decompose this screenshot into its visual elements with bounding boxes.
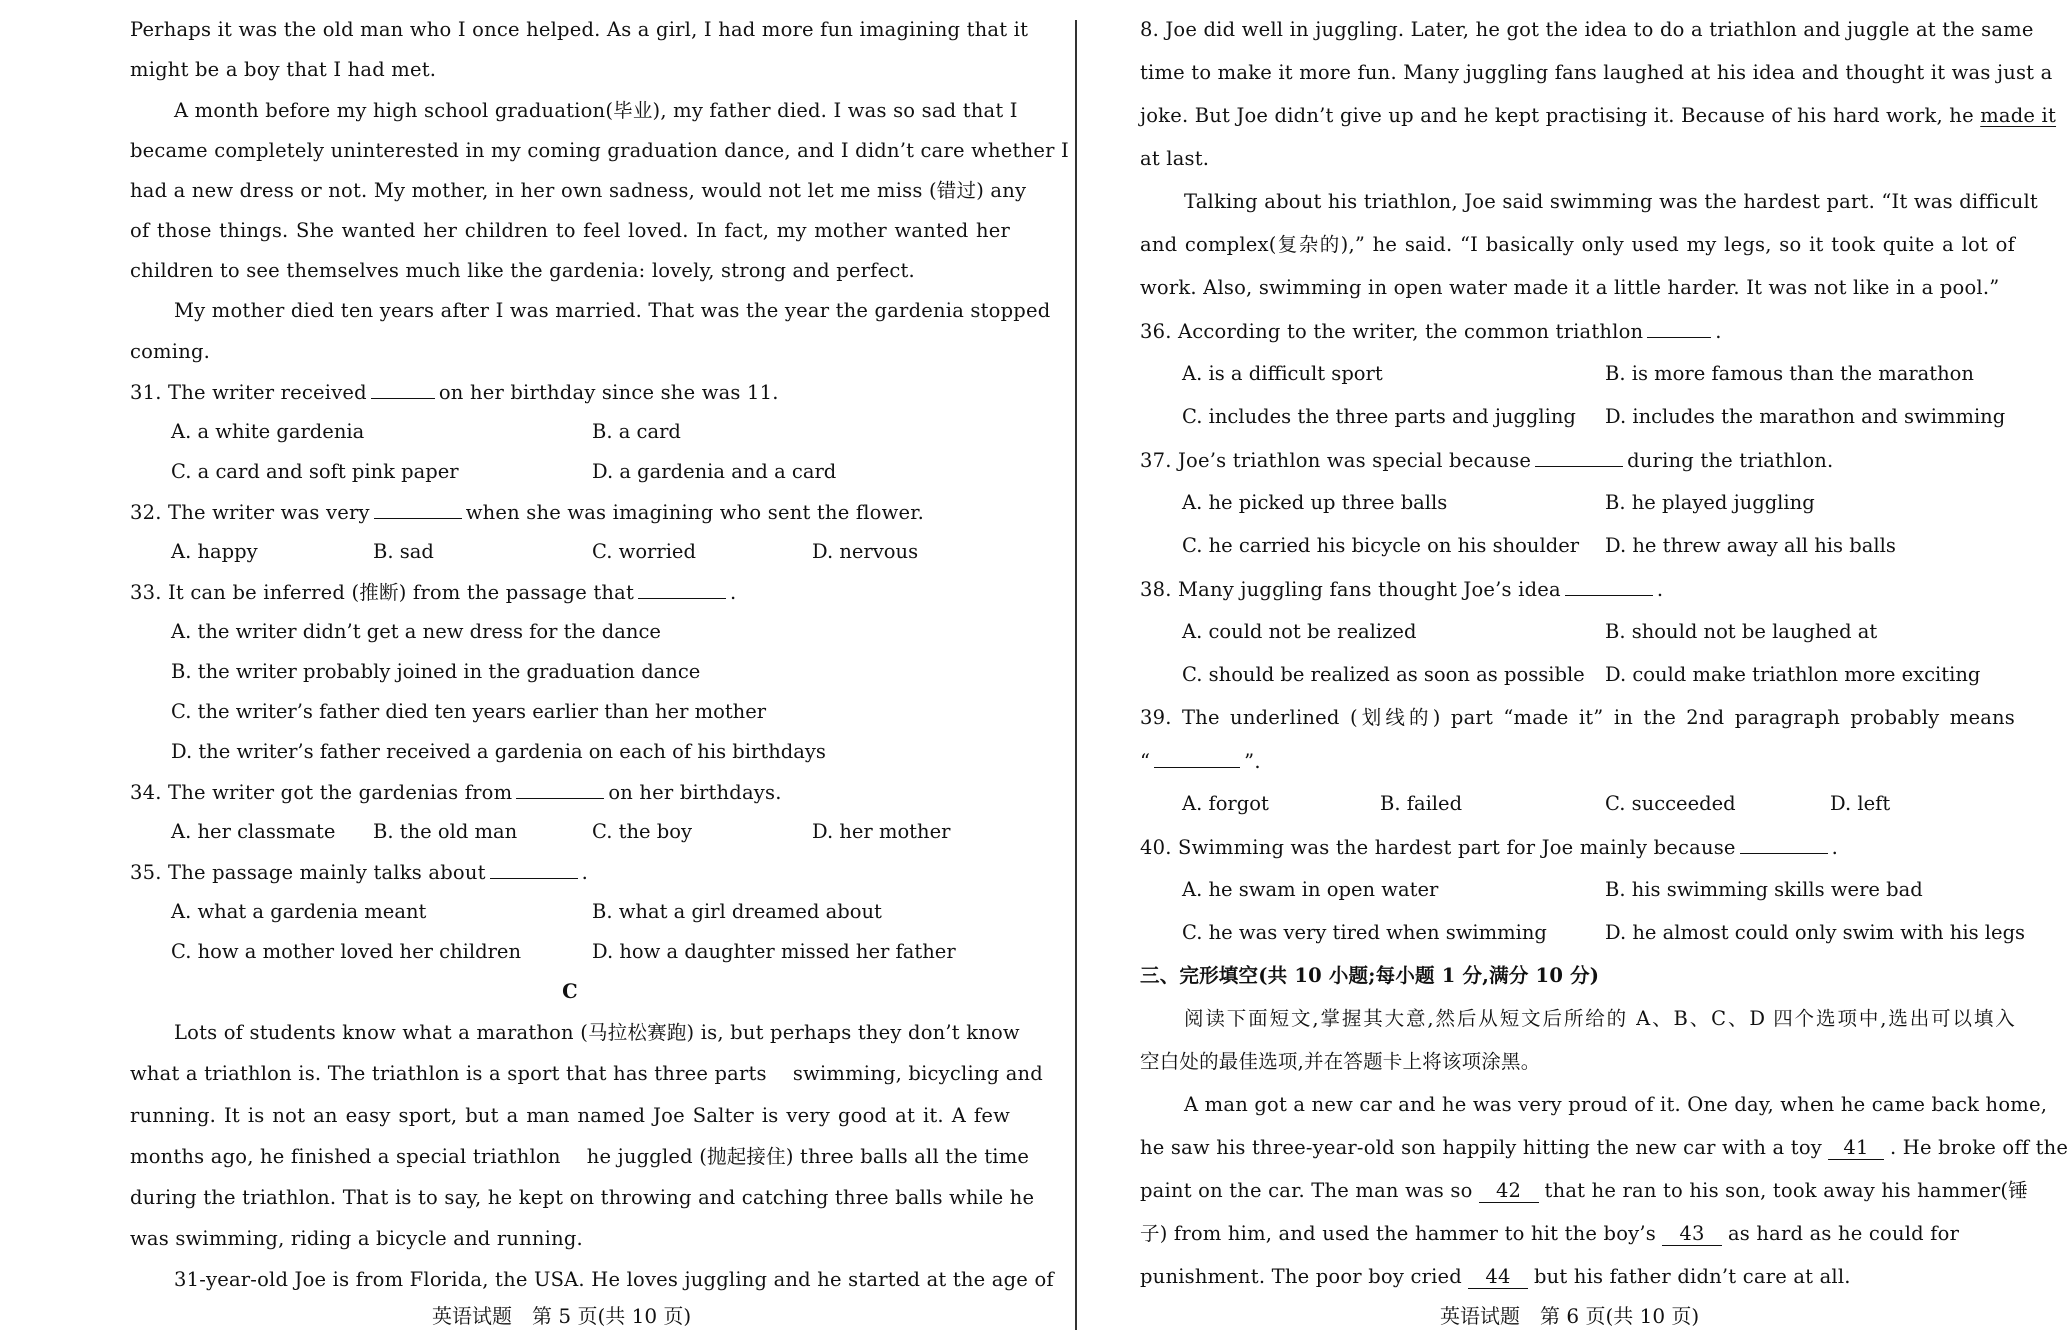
option-a: A. the writer didn’t get a new dress for the dance — [171, 620, 661, 643]
answer-blank — [516, 779, 604, 799]
question-stem-end: . — [1715, 320, 1722, 343]
question-stem: 38. Many juggling fans thought Joe’s idea — [1140, 578, 1561, 601]
option-b: B. is more famous than the marathon — [1605, 362, 1974, 385]
passage-line: during the triathlon. That is to say, he kept on throwing and catching three balls while he — [130, 1186, 1035, 1209]
open-quote: “ — [1140, 750, 1151, 773]
option-b: B. a card — [592, 420, 681, 443]
question-39-blank-line — [1140, 748, 2015, 775]
option-a: A. he picked up three balls — [1182, 491, 1448, 514]
cloze-text: but his father didn’t care at all. — [1533, 1265, 1851, 1288]
option-b: B. what a girl dreamed about — [592, 900, 882, 923]
option-b: B. the old man — [373, 820, 518, 843]
question-stem-end: on her birthday since she was 11. — [438, 381, 779, 404]
option-d: D. left — [1830, 792, 1891, 815]
question-stem-end: on her birthdays. — [608, 781, 782, 804]
passage-text: joke. But Joe didn’t give up and he kept practising it. Because of his hard work, he — [1140, 104, 1974, 127]
question-stem-end: when she was imagining who sent the flower. — [465, 501, 925, 524]
option-a: A. could not be realized — [1182, 620, 1417, 643]
answer-blank — [490, 859, 578, 879]
question-stem: 36. According to the writer, the common triathlon — [1140, 320, 1644, 343]
option-a: A. is a difficult sport — [1182, 362, 1383, 385]
right-page — [1140, 0, 2068, 1340]
option-a: A. forgot — [1182, 792, 1269, 815]
left-page — [130, 0, 1069, 1340]
question-37 — [1140, 447, 2015, 474]
page-footer: 英语试题 第 5 页(共 10 页) — [432, 1304, 692, 1328]
cloze-blank-43: 43 — [1662, 1223, 1722, 1246]
question-38 — [1140, 576, 2015, 603]
section-instructions: 阅读下面短文,掌握其大意,然后从短文后所给的 A、B、C、D 四个选项中,选出可以填入 — [1184, 1007, 2015, 1030]
cloze-text: he saw his three-year-old son happily hitting the new car with a toy — [1140, 1136, 1822, 1159]
question-32 — [130, 499, 1010, 526]
passage-line: My mother died ten years after I was married. That was the year the gardenia stopped — [174, 299, 1051, 322]
passage-line: months ago, he finished a special triathlon he juggled (抛起接住) three balls all the time — [130, 1145, 1030, 1168]
question-stem: 31. The writer received — [130, 381, 367, 404]
cloze-blank-41: 41 — [1828, 1137, 1884, 1160]
section-instructions: 空白处的最佳选项,并在答题卡上将该项涂黑。 — [1140, 1050, 1541, 1073]
answer-blank — [374, 499, 462, 519]
passage-line: Talking about his triathlon, Joe said swimming was the hardest part. “It was difficult — [1184, 190, 2038, 213]
question-36 — [1140, 318, 2015, 345]
question-40 — [1140, 834, 2015, 861]
option-a: A. her classmate — [171, 820, 336, 843]
option-c: C. he carried his bicycle on his shoulder — [1182, 534, 1580, 557]
cloze-text: punishment. The poor boy cried — [1140, 1265, 1462, 1288]
question-stem: 35. The passage mainly talks about — [130, 861, 486, 884]
option-b: B. the writer probably joined in the graduation dance — [171, 660, 701, 683]
passage-line: at last. — [1140, 147, 1210, 170]
cloze-text: paint on the car. The man was so — [1140, 1179, 1473, 1202]
question-stem: 34. The writer got the gardenias from — [130, 781, 513, 804]
option-c: C. the boy — [592, 820, 692, 843]
passage-line: Perhaps it was the old man who I once helped. As a girl, I had more fun imagining that it — [130, 18, 1029, 41]
cloze-line — [1140, 1135, 2068, 1161]
question-stem-end: . — [730, 581, 737, 604]
option-d: D. the writer’s father received a gardenia on each of his birthdays — [171, 740, 826, 763]
option-c: C. worried — [592, 540, 696, 563]
option-b: B. should not be laughed at — [1605, 620, 1878, 643]
passage-line: became completely uninterested in my coming graduation dance, and I didn’t care whether I — [130, 139, 1069, 162]
option-d: D. a gardenia and a card — [592, 460, 837, 483]
cloze-blank-42: 42 — [1479, 1180, 1539, 1203]
passage-line: of those things. She wanted her children to feel loved. In fact, my mother wanted her — [130, 219, 1010, 242]
option-a: A. a white gardenia — [171, 420, 365, 443]
option-c: C. succeeded — [1605, 792, 1736, 815]
page-footer: 英语试题 第 6 页(共 10 页) — [1440, 1304, 1700, 1328]
cloze-line — [1140, 1221, 2015, 1247]
question-stem-end: during the triathlon. — [1627, 449, 1834, 472]
passage-line: A month before my high school graduation(毕业), my father died. I was so sad that I — [174, 99, 1018, 122]
question-31 — [130, 379, 1010, 406]
cloze-line: A man got a new car and he was very proud of it. One day, when he came back home, — [1184, 1093, 2048, 1116]
section-heading: C — [562, 980, 578, 1003]
cloze-text: as hard as he could for — [1727, 1222, 1960, 1245]
passage-line: and complex(复杂的),” he said. “I basically only used my legs, so it took quite a lot of — [1140, 233, 2015, 256]
answer-blank — [1154, 748, 1240, 768]
question-stem-end: . — [1656, 578, 1664, 601]
option-d: D. includes the marathon and swimming — [1605, 405, 2006, 428]
option-b: B. failed — [1380, 792, 1463, 815]
option-d: D. her mother — [812, 820, 951, 843]
question-35 — [130, 859, 1010, 886]
answer-blank — [1647, 318, 1711, 338]
option-d: D. he almost could only swim with his legs — [1605, 921, 2026, 944]
question-stem-end: . — [1831, 836, 1839, 859]
option-b: B. he played juggling — [1605, 491, 1815, 514]
cloze-text: that he ran to his son, took away his hammer(锤 — [1544, 1179, 2028, 1202]
passage-line: 8. Joe did well in juggling. Later, he got the idea to do a triathlon and juggle at the same — [1140, 18, 2034, 41]
option-c: C. includes the three parts and juggling — [1182, 405, 1576, 428]
close-quote: ”. — [1244, 750, 1261, 773]
cloze-text: 子) from him, and used the hammer to hit the boy’s — [1140, 1222, 1656, 1245]
column-divider — [1075, 20, 1077, 1330]
question-stem: 32. The writer was very — [130, 501, 370, 524]
section-title: 三、完形填空(共 10 小题;每小题 1 分,满分 10 分) — [1140, 964, 1600, 987]
cloze-text: . He broke off the — [1889, 1136, 2068, 1159]
passage-line: coming. — [130, 340, 211, 363]
passage-line — [1140, 103, 2057, 129]
answer-blank — [1535, 447, 1623, 467]
option-a: A. what a gardenia meant — [171, 900, 427, 923]
option-d: D. nervous — [812, 540, 919, 563]
passage-line: children to see themselves much like the gardenia: lovely, strong and perfect. — [130, 259, 915, 282]
passage-line: time to make it more fun. Many juggling fans laughed at his idea and thought it was just a — [1140, 61, 2053, 84]
passage-line: Lots of students know what a marathon (马拉松赛跑) is, but perhaps they don’t know — [174, 1021, 1020, 1044]
passage-line: was swimming, riding a bicycle and running. — [130, 1227, 583, 1250]
option-c: C. how a mother loved her children — [171, 940, 522, 963]
question-34 — [130, 779, 1010, 806]
question-39: 39. The underlined (划线的) part “made it” in the 2nd paragraph probably means — [1140, 706, 2015, 729]
option-b: B. his swimming skills were bad — [1605, 878, 1923, 901]
question-stem: 37. Joe’s triathlon was special because — [1140, 449, 1532, 472]
option-d: D. could make triathlon more exciting — [1605, 663, 1981, 686]
answer-blank — [638, 579, 726, 599]
cloze-line — [1140, 1178, 2028, 1204]
option-c: C. the writer’s father died ten years earlier than her mother — [171, 700, 767, 723]
passage-line: 31-year-old Joe is from Florida, the USA. He loves juggling and he started at the age of — [174, 1268, 1054, 1291]
answer-blank — [1565, 576, 1653, 596]
answer-blank — [1740, 834, 1828, 854]
cloze-blank-44: 44 — [1468, 1266, 1528, 1289]
question-stem: 33. It can be inferred (推断) from the passage that — [130, 581, 635, 604]
question-stem-end: . — [581, 861, 589, 884]
option-c: C. should be realized as soon as possible — [1182, 663, 1585, 686]
passage-line: had a new dress or not. My mother, in her own sadness, would not let me miss (错过) any — [130, 179, 1027, 202]
underlined-phrase: made it — [1980, 104, 2057, 127]
cloze-line — [1140, 1264, 2015, 1290]
option-a: A. he swam in open water — [1182, 878, 1439, 901]
option-b: B. sad — [373, 540, 434, 563]
option-a: A. happy — [171, 540, 258, 563]
question-33 — [130, 579, 1010, 606]
option-c: C. a card and soft pink paper — [171, 460, 459, 483]
option-c: C. he was very tired when swimming — [1182, 921, 1547, 944]
option-d: D. how a daughter missed her father — [592, 940, 956, 963]
passage-line: what a triathlon is. The triathlon is a sport that has three parts swimming, bicycling and — [130, 1062, 1043, 1085]
answer-blank — [371, 379, 435, 399]
passage-line: running. It is not an easy sport, but a man named Joe Salter is very good at it. A few — [130, 1104, 1010, 1127]
option-d: D. he threw away all his balls — [1605, 534, 1896, 557]
passage-line: work. Also, swimming in open water made it a little harder. It was not like in a pool.” — [1140, 276, 2000, 299]
question-stem: 40. Swimming was the hardest part for Joe mainly because — [1140, 836, 1736, 859]
passage-line: might be a boy that I had met. — [130, 58, 437, 81]
